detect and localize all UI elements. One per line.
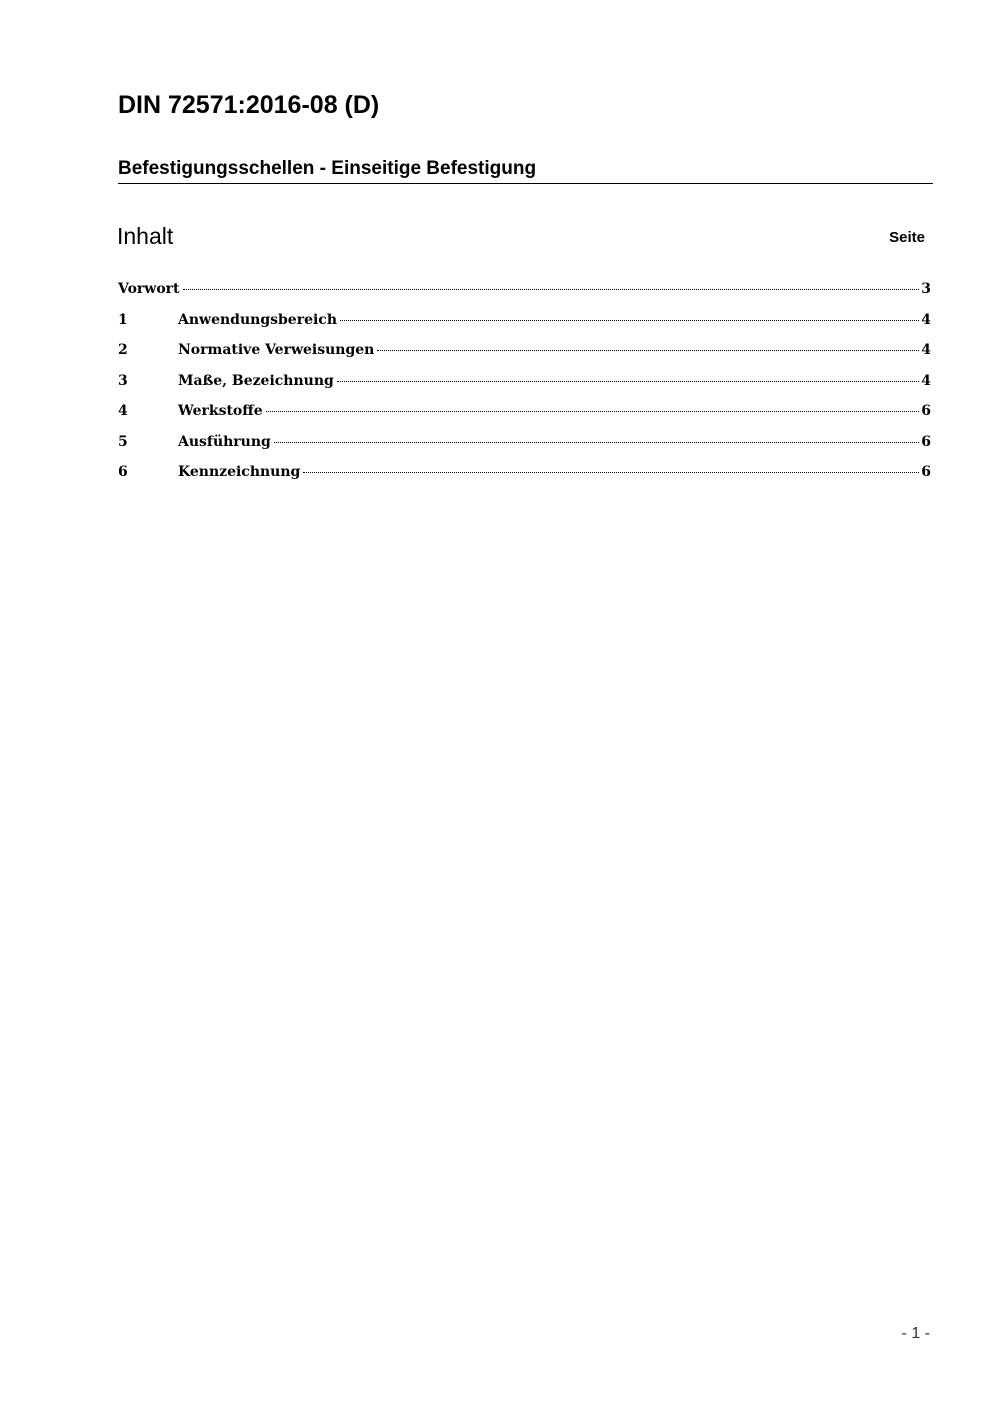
- toc-page-heading: Seite: [889, 229, 925, 246]
- toc-entry-page: 4: [921, 342, 931, 358]
- toc-heading: Inhalt: [117, 223, 174, 249]
- toc-entry-number: 1: [118, 311, 128, 328]
- toc-leader-dots: [377, 350, 919, 351]
- toc-entry-page: 3: [921, 281, 931, 297]
- table-of-contents: [118, 279, 931, 493]
- toc-entry-label: Vorwort: [118, 281, 180, 297]
- document-subtitle: Befestigungsschellen - Einseitige Befestigung: [118, 157, 933, 184]
- toc-entry-ausfuehrung[interactable]: [118, 432, 931, 463]
- toc-entry-label: Werkstoffe: [178, 403, 263, 419]
- toc-entry-label: Normative Verweisungen: [178, 342, 375, 358]
- toc-leader-dots: [266, 411, 920, 412]
- toc-entry-kennzeichnung[interactable]: [118, 462, 931, 493]
- toc-entry-label: Maße, Bezeichnung: [178, 372, 334, 389]
- toc-entry-label: Anwendungsbereich: [178, 311, 337, 328]
- toc-entry-werkstoffe[interactable]: [118, 401, 931, 432]
- toc-entry-anwendungsbereich[interactable]: [118, 310, 931, 341]
- toc-leader-dots: [340, 320, 919, 321]
- toc-entry-number: 3: [118, 372, 128, 389]
- toc-entry-number: 4: [118, 403, 128, 419]
- toc-leader-dots: [337, 381, 919, 382]
- toc-entry-number: 6: [118, 464, 128, 480]
- toc-entry-number: 5: [118, 433, 128, 450]
- page-number: - 1 -: [901, 1325, 930, 1342]
- toc-leader-dots: [303, 472, 919, 473]
- toc-entry-normative-verweisungen[interactable]: [118, 340, 931, 371]
- toc-entry-label: Kennzeichnung: [178, 464, 301, 480]
- toc-entry-page: 4: [921, 311, 931, 328]
- toc-entry-label: Ausführung: [178, 433, 271, 450]
- toc-entry-page: 4: [921, 372, 931, 389]
- toc-entry-page: 6: [921, 433, 931, 450]
- toc-entry-masse-bezeichnung[interactable]: [118, 371, 931, 402]
- toc-entry-page: 6: [921, 464, 931, 480]
- toc-entry-page: 6: [921, 403, 931, 419]
- toc-entry-number: 2: [118, 342, 128, 358]
- toc-entry-vorwort[interactable]: [118, 279, 931, 310]
- toc-leader-dots: [183, 289, 920, 290]
- document-title: DIN 72571:2016-08 (D): [118, 91, 380, 119]
- toc-leader-dots: [274, 442, 919, 443]
